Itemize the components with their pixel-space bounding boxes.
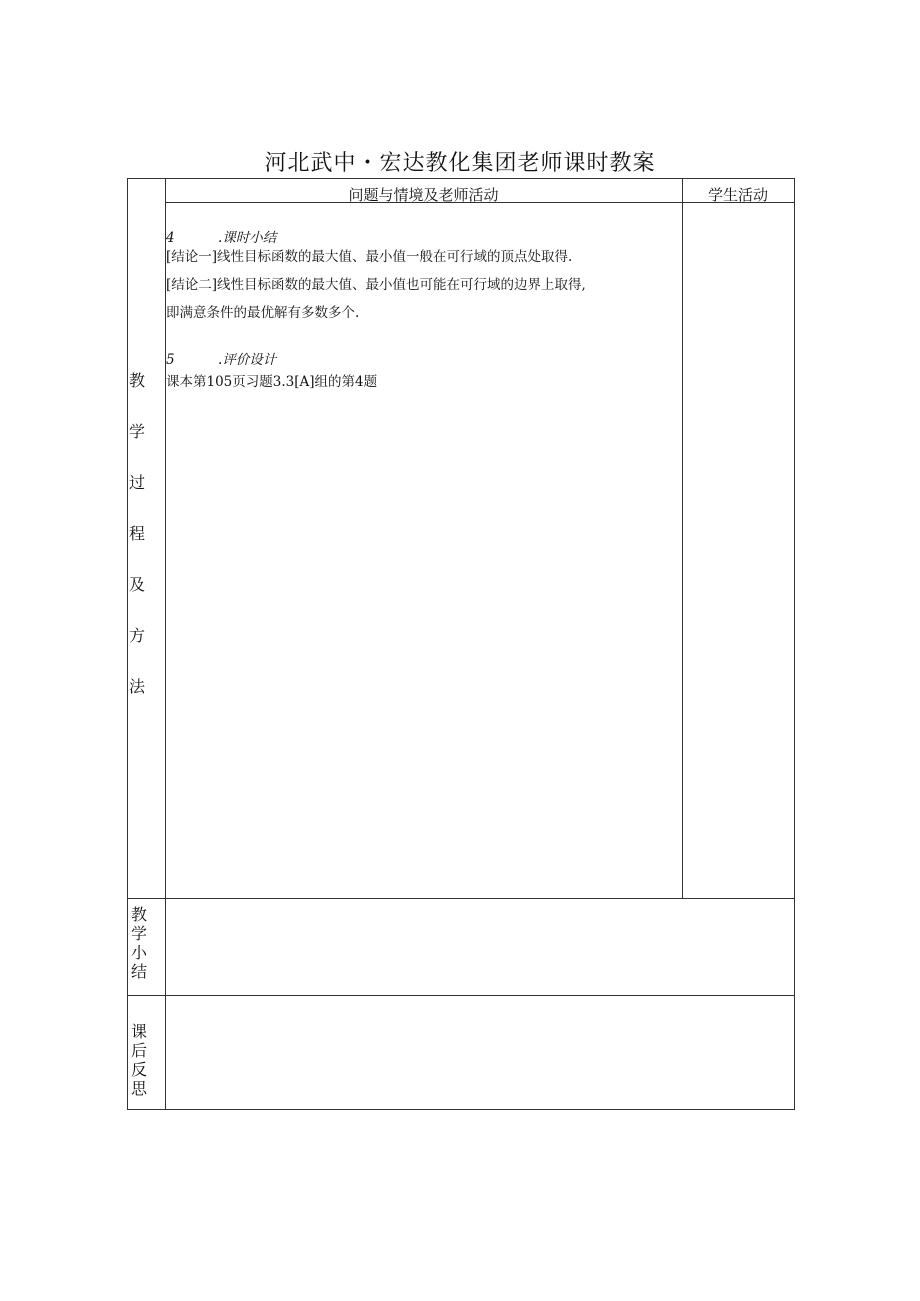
page-title: 河北武中・宏达教化集团老师课时教案 <box>264 151 656 176</box>
label-char: 结 <box>131 962 148 981</box>
label-teaching-process <box>129 368 149 698</box>
label-char: 方 <box>129 626 146 645</box>
header-main-activity: 问题与情境及老师活动 <box>348 186 499 204</box>
label-char: 程 <box>129 524 146 543</box>
section-number: 4 <box>166 230 175 246</box>
label-char: 反 <box>131 1060 148 1079</box>
table-top-border <box>127 178 795 179</box>
table-right-border <box>794 178 795 1110</box>
label-char: 及 <box>129 575 146 594</box>
label-char: 思 <box>131 1079 148 1098</box>
label-char: 法 <box>129 677 146 696</box>
label-after-class-reflection <box>131 1022 151 1098</box>
label-char: 过 <box>129 473 146 492</box>
table-left-border <box>127 178 128 1110</box>
header-student-activity: 学生活动 <box>707 186 768 204</box>
label-char: 学 <box>131 924 148 943</box>
label-teaching-summary <box>131 905 151 981</box>
section-5-heading <box>166 348 276 368</box>
process-bottom-border <box>127 898 795 899</box>
section-title: .课时小结 <box>218 230 277 246</box>
section-number: 5 <box>166 352 175 368</box>
table-bottom-border <box>127 1109 795 1110</box>
label-char: 学 <box>129 422 146 441</box>
label-char: 后 <box>131 1041 148 1060</box>
label-char: 教 <box>131 905 148 924</box>
conclusion-2-continued: 即满意条件的最优解有多数多个. <box>166 305 360 321</box>
conclusion-1: [结论一]线性目标函数的最大值、最小值一般在可行域的顶点处取得. <box>166 249 573 265</box>
conclusion-2: [结论二]线性目标函数的最大值、最小值也可能在可行域的边界上取得, <box>166 277 586 293</box>
summary-bottom-border <box>127 995 795 996</box>
label-char: 小 <box>131 943 148 962</box>
student-column-divider <box>682 178 683 899</box>
homework-assignment: 课本第105页习题3.3[A]组的第4题 <box>166 374 378 390</box>
label-char: 教 <box>129 371 146 390</box>
section-4-heading <box>166 226 276 246</box>
label-char: 课 <box>131 1022 148 1041</box>
section-title: .评价设计 <box>218 352 277 368</box>
